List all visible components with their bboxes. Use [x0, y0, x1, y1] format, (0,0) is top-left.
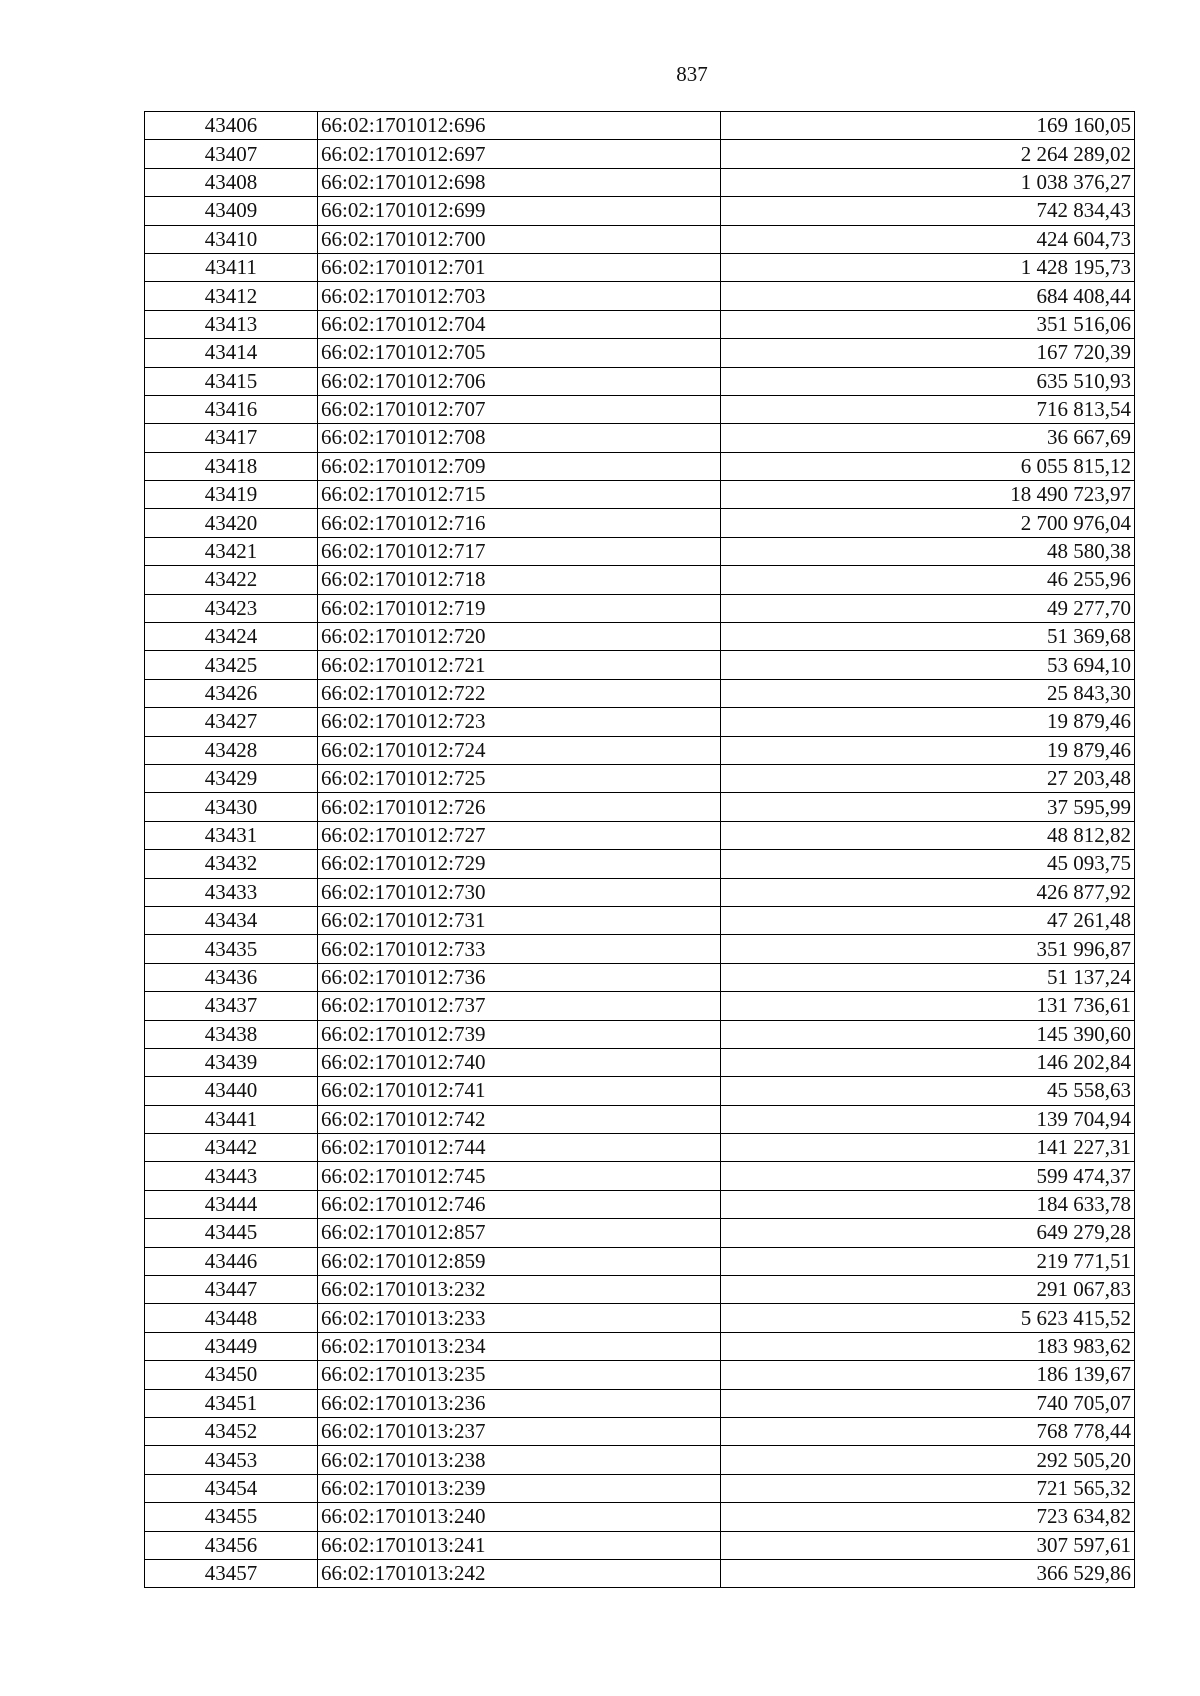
cadastral-value-cell: 141 227,31 — [721, 1134, 1135, 1162]
table-row — [145, 452, 1135, 480]
cadastral-number-cell: 66:02:1701012:705 — [318, 339, 721, 367]
cadastral-number-cell: 66:02:1701012:733 — [318, 935, 721, 963]
table-row — [145, 736, 1135, 764]
row-number-cell: 43417 — [145, 424, 318, 452]
cadastral-number-cell: 66:02:1701012:698 — [318, 168, 721, 196]
cadastral-value-cell: 146 202,84 — [721, 1048, 1135, 1076]
table-row — [145, 1531, 1135, 1559]
cadastral-number-cell: 66:02:1701013:234 — [318, 1332, 721, 1360]
cadastral-value-cell: 167 720,39 — [721, 339, 1135, 367]
row-number-cell: 43418 — [145, 452, 318, 480]
row-number-cell: 43447 — [145, 1276, 318, 1304]
cadastral-value-cell: 740 705,07 — [721, 1389, 1135, 1417]
table-row — [145, 679, 1135, 707]
cadastral-value-cell: 145 390,60 — [721, 1020, 1135, 1048]
cadastral-value-cell: 18 490 723,97 — [721, 481, 1135, 509]
cadastral-number-cell: 66:02:1701012:722 — [318, 679, 721, 707]
table-row — [145, 140, 1135, 168]
table-row — [145, 1219, 1135, 1247]
table-row — [145, 395, 1135, 423]
cadastral-number-cell: 66:02:1701012:717 — [318, 537, 721, 565]
row-number-cell: 43444 — [145, 1190, 318, 1218]
table-row — [145, 1190, 1135, 1218]
table-row — [145, 878, 1135, 906]
cadastral-number-cell: 66:02:1701012:700 — [318, 225, 721, 253]
table-row — [145, 1503, 1135, 1531]
cadastral-number-cell: 66:02:1701012:745 — [318, 1162, 721, 1190]
table-row — [145, 310, 1135, 338]
cadastral-value-cell: 45 093,75 — [721, 850, 1135, 878]
cadastral-number-cell: 66:02:1701012:730 — [318, 878, 721, 906]
cadastral-value-cell: 139 704,94 — [721, 1105, 1135, 1133]
cadastral-value-cell: 291 067,83 — [721, 1276, 1135, 1304]
row-number-cell: 43422 — [145, 566, 318, 594]
cadastral-value-cell: 169 160,05 — [721, 112, 1135, 140]
row-number-cell: 43432 — [145, 850, 318, 878]
cadastral-number-cell: 66:02:1701012:708 — [318, 424, 721, 452]
row-number-cell: 43439 — [145, 1048, 318, 1076]
table-row — [145, 992, 1135, 1020]
cadastral-number-cell: 66:02:1701012:741 — [318, 1077, 721, 1105]
cadastral-number-cell: 66:02:1701012:703 — [318, 282, 721, 310]
cadastral-number-cell: 66:02:1701012:709 — [318, 452, 721, 480]
cadastral-value-cell: 768 778,44 — [721, 1417, 1135, 1445]
page-number: 837 — [676, 62, 708, 86]
cadastral-value-cell: 649 279,28 — [721, 1219, 1135, 1247]
cadastral-number-cell: 66:02:1701012:726 — [318, 793, 721, 821]
row-number-cell: 43434 — [145, 906, 318, 934]
table-row — [145, 1276, 1135, 1304]
cadastral-number-cell: 66:02:1701012:859 — [318, 1247, 721, 1275]
cadastral-number-cell: 66:02:1701012:737 — [318, 992, 721, 1020]
row-number-cell: 43425 — [145, 651, 318, 679]
row-number-cell: 43430 — [145, 793, 318, 821]
row-number-cell: 43416 — [145, 395, 318, 423]
cadastral-number-cell: 66:02:1701012:697 — [318, 140, 721, 168]
row-number-cell: 43421 — [145, 537, 318, 565]
table-row — [145, 1304, 1135, 1332]
cadastral-number-cell: 66:02:1701012:699 — [318, 197, 721, 225]
cadastral-value-cell: 19 879,46 — [721, 708, 1135, 736]
row-number-cell: 43423 — [145, 594, 318, 622]
table-row — [145, 850, 1135, 878]
cadastral-value-cell: 292 505,20 — [721, 1446, 1135, 1474]
row-number-cell: 43411 — [145, 253, 318, 281]
cadastral-value-cell: 426 877,92 — [721, 878, 1135, 906]
cadastral-value-cell: 19 879,46 — [721, 736, 1135, 764]
row-number-cell: 43449 — [145, 1332, 318, 1360]
table-row — [145, 594, 1135, 622]
table-row — [145, 1332, 1135, 1360]
cadastral-value-cell: 351 996,87 — [721, 935, 1135, 963]
row-number-cell: 43441 — [145, 1105, 318, 1133]
row-number-cell: 43450 — [145, 1361, 318, 1389]
table-row — [145, 168, 1135, 196]
table-row — [145, 1048, 1135, 1076]
cadastral-value-cell: 351 516,06 — [721, 310, 1135, 338]
cadastral-value-cell: 51 137,24 — [721, 963, 1135, 991]
cadastral-number-cell: 66:02:1701012:723 — [318, 708, 721, 736]
table-row — [145, 1446, 1135, 1474]
row-number-cell: 43451 — [145, 1389, 318, 1417]
cadastral-number-cell: 66:02:1701012:736 — [318, 963, 721, 991]
cadastral-number-cell: 66:02:1701012:729 — [318, 850, 721, 878]
cadastral-value-cell: 131 736,61 — [721, 992, 1135, 1020]
table-row — [145, 566, 1135, 594]
row-number-cell: 43436 — [145, 963, 318, 991]
cadastral-value-cell: 183 983,62 — [721, 1332, 1135, 1360]
table-row — [145, 537, 1135, 565]
table-row — [145, 1134, 1135, 1162]
cadastral-value-cell: 37 595,99 — [721, 793, 1135, 821]
row-number-cell: 43438 — [145, 1020, 318, 1048]
row-number-cell: 43408 — [145, 168, 318, 196]
cadastral-number-cell: 66:02:1701012:718 — [318, 566, 721, 594]
table-row — [145, 623, 1135, 651]
row-number-cell: 43455 — [145, 1503, 318, 1531]
row-number-cell: 43442 — [145, 1134, 318, 1162]
row-number-cell: 43419 — [145, 481, 318, 509]
row-number-cell: 43428 — [145, 736, 318, 764]
cadastral-number-cell: 66:02:1701013:241 — [318, 1531, 721, 1559]
row-number-cell: 43412 — [145, 282, 318, 310]
row-number-cell: 43435 — [145, 935, 318, 963]
cadastral-number-cell: 66:02:1701013:235 — [318, 1361, 721, 1389]
cadastral-value-cell: 2 700 976,04 — [721, 509, 1135, 537]
cadastral-value-cell: 49 277,70 — [721, 594, 1135, 622]
table-row — [145, 112, 1135, 140]
cadastral-number-cell: 66:02:1701013:242 — [318, 1559, 721, 1587]
table-row — [145, 708, 1135, 736]
cadastral-number-cell: 66:02:1701012:706 — [318, 367, 721, 395]
row-number-cell: 43443 — [145, 1162, 318, 1190]
cadastral-value-cell: 2 264 289,02 — [721, 140, 1135, 168]
row-number-cell: 43407 — [145, 140, 318, 168]
cadastral-value-cell: 716 813,54 — [721, 395, 1135, 423]
cadastral-value-cell: 721 565,32 — [721, 1474, 1135, 1502]
cadastral-value-table — [144, 111, 1135, 1588]
row-number-cell: 43427 — [145, 708, 318, 736]
table-row — [145, 935, 1135, 963]
table-row — [145, 1389, 1135, 1417]
row-number-cell: 43424 — [145, 623, 318, 651]
row-number-cell: 43453 — [145, 1446, 318, 1474]
cadastral-value-cell: 635 510,93 — [721, 367, 1135, 395]
table-body — [145, 112, 1135, 1588]
cadastral-number-cell: 66:02:1701012:707 — [318, 395, 721, 423]
cadastral-value-cell: 47 261,48 — [721, 906, 1135, 934]
cadastral-number-cell: 66:02:1701013:237 — [318, 1417, 721, 1445]
row-number-cell: 43456 — [145, 1531, 318, 1559]
table-row — [145, 1105, 1135, 1133]
table-row — [145, 481, 1135, 509]
row-number-cell: 43409 — [145, 197, 318, 225]
cadastral-value-cell: 723 634,82 — [721, 1503, 1135, 1531]
cadastral-value-cell: 46 255,96 — [721, 566, 1135, 594]
table-row — [145, 793, 1135, 821]
cadastral-number-cell: 66:02:1701012:742 — [318, 1105, 721, 1133]
row-number-cell: 43446 — [145, 1247, 318, 1275]
cadastral-value-cell: 307 597,61 — [721, 1531, 1135, 1559]
table-row — [145, 367, 1135, 395]
table-row — [145, 1162, 1135, 1190]
row-number-cell: 43448 — [145, 1304, 318, 1332]
row-number-cell: 43429 — [145, 764, 318, 792]
row-number-cell: 43420 — [145, 509, 318, 537]
cadastral-value-cell: 36 667,69 — [721, 424, 1135, 452]
table-row — [145, 906, 1135, 934]
cadastral-number-cell: 66:02:1701012:696 — [318, 112, 721, 140]
table-row — [145, 424, 1135, 452]
cadastral-value-cell: 684 408,44 — [721, 282, 1135, 310]
cadastral-number-cell: 66:02:1701012:701 — [318, 253, 721, 281]
table-row — [145, 764, 1135, 792]
table-row — [145, 1077, 1135, 1105]
table-row — [145, 282, 1135, 310]
table-row — [145, 651, 1135, 679]
row-number-cell: 43406 — [145, 112, 318, 140]
cadastral-value-cell: 48 580,38 — [721, 537, 1135, 565]
cadastral-number-cell: 66:02:1701013:236 — [318, 1389, 721, 1417]
table-row — [145, 1474, 1135, 1502]
cadastral-number-cell: 66:02:1701012:740 — [318, 1048, 721, 1076]
table-row — [145, 1417, 1135, 1445]
cadastral-number-cell: 66:02:1701013:240 — [318, 1503, 721, 1531]
cadastral-value-cell: 184 633,78 — [721, 1190, 1135, 1218]
cadastral-value-cell: 366 529,86 — [721, 1559, 1135, 1587]
cadastral-value-cell: 1 428 195,73 — [721, 253, 1135, 281]
cadastral-number-cell: 66:02:1701013:238 — [318, 1446, 721, 1474]
row-number-cell: 43433 — [145, 878, 318, 906]
cadastral-number-cell: 66:02:1701012:704 — [318, 310, 721, 338]
row-number-cell: 43410 — [145, 225, 318, 253]
cadastral-value-cell: 599 474,37 — [721, 1162, 1135, 1190]
table-row — [145, 821, 1135, 849]
cadastral-number-cell: 66:02:1701012:724 — [318, 736, 721, 764]
cadastral-number-cell: 66:02:1701012:721 — [318, 651, 721, 679]
table-row — [145, 225, 1135, 253]
table-row — [145, 197, 1135, 225]
cadastral-number-cell: 66:02:1701012:744 — [318, 1134, 721, 1162]
row-number-cell: 43415 — [145, 367, 318, 395]
cadastral-value-cell: 424 604,73 — [721, 225, 1135, 253]
row-number-cell: 43452 — [145, 1417, 318, 1445]
row-number-cell: 43454 — [145, 1474, 318, 1502]
cadastral-value-cell: 45 558,63 — [721, 1077, 1135, 1105]
cadastral-number-cell: 66:02:1701012:857 — [318, 1219, 721, 1247]
cadastral-value-cell: 53 694,10 — [721, 651, 1135, 679]
cadastral-value-cell: 48 812,82 — [721, 821, 1135, 849]
table-row — [145, 1361, 1135, 1389]
row-number-cell: 43437 — [145, 992, 318, 1020]
cadastral-value-cell: 219 771,51 — [721, 1247, 1135, 1275]
row-number-cell: 43431 — [145, 821, 318, 849]
cadastral-number-cell: 66:02:1701012:727 — [318, 821, 721, 849]
cadastral-number-cell: 66:02:1701013:239 — [318, 1474, 721, 1502]
table-row — [145, 1559, 1135, 1587]
cadastral-number-cell: 66:02:1701012:719 — [318, 594, 721, 622]
cadastral-value-cell: 5 623 415,52 — [721, 1304, 1135, 1332]
row-number-cell: 43440 — [145, 1077, 318, 1105]
cadastral-number-cell: 66:02:1701012:739 — [318, 1020, 721, 1048]
cadastral-number-cell: 66:02:1701013:233 — [318, 1304, 721, 1332]
row-number-cell: 43457 — [145, 1559, 318, 1587]
cadastral-value-cell: 6 055 815,12 — [721, 452, 1135, 480]
cadastral-number-cell: 66:02:1701012:731 — [318, 906, 721, 934]
cadastral-value-cell: 186 139,67 — [721, 1361, 1135, 1389]
cadastral-value-cell: 51 369,68 — [721, 623, 1135, 651]
cadastral-value-cell: 27 203,48 — [721, 764, 1135, 792]
cadastral-number-cell: 66:02:1701013:232 — [318, 1276, 721, 1304]
row-number-cell: 43414 — [145, 339, 318, 367]
cadastral-number-cell: 66:02:1701012:746 — [318, 1190, 721, 1218]
table-row — [145, 509, 1135, 537]
cadastral-number-cell: 66:02:1701012:725 — [318, 764, 721, 792]
cadastral-number-cell: 66:02:1701012:716 — [318, 509, 721, 537]
cadastral-value-cell: 25 843,30 — [721, 679, 1135, 707]
cadastral-value-cell: 1 038 376,27 — [721, 168, 1135, 196]
table-row — [145, 253, 1135, 281]
row-number-cell: 43426 — [145, 679, 318, 707]
cadastral-value-cell: 742 834,43 — [721, 197, 1135, 225]
table-row — [145, 1020, 1135, 1048]
cadastral-number-cell: 66:02:1701012:720 — [318, 623, 721, 651]
row-number-cell: 43413 — [145, 310, 318, 338]
table-row — [145, 339, 1135, 367]
row-number-cell: 43445 — [145, 1219, 318, 1247]
table-row — [145, 1247, 1135, 1275]
cadastral-number-cell: 66:02:1701012:715 — [318, 481, 721, 509]
table-row — [145, 963, 1135, 991]
